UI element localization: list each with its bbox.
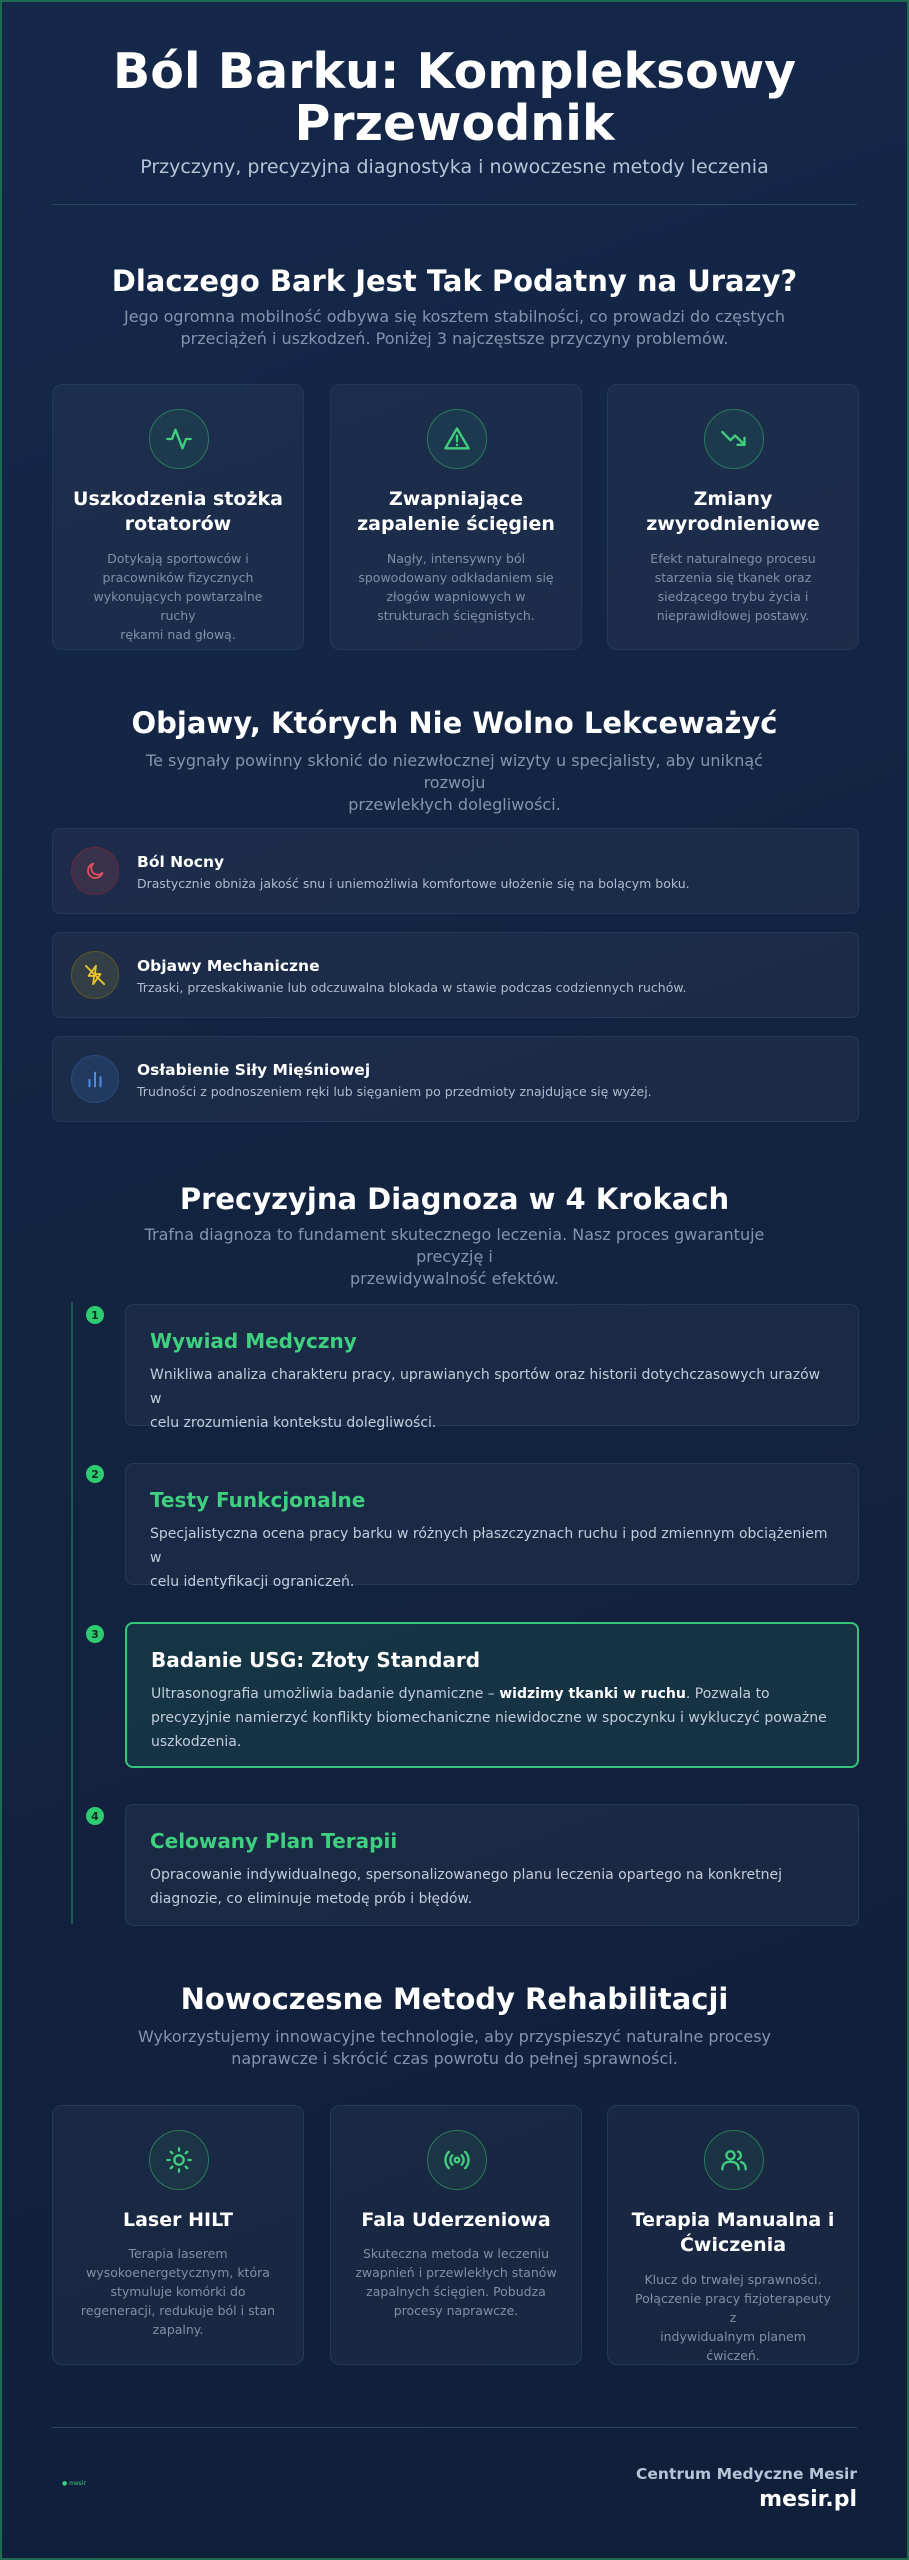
rehab-title: Nowoczesne Metody Rehabilitacji — [180, 1982, 729, 2016]
step-desc: Specjalistyczna ocena pracy barku w różnych płaszczyznach ruchu i pod zmiennym obciążeniem w celu identyfikacji ograniczeń. — [150, 1526, 828, 1590]
rehab-card-shockwave — [330, 2105, 582, 2365]
step-number: 4 — [86, 1807, 104, 1825]
rehab-card-laser-hilt — [52, 2105, 304, 2365]
zap-off-icon — [71, 951, 119, 999]
symptom-title: Ból Nocny — [137, 853, 225, 871]
symptoms-title: Objawy, Których Nie Wolno Lekceważyć — [131, 706, 778, 740]
cause-card-calcific-tendinitis — [330, 384, 582, 650]
footer-clinic-name: Centrum Medyczne Mesir — [636, 2465, 857, 2483]
radio-waves-icon — [427, 2130, 487, 2190]
cause-card-rotator-cuff — [52, 384, 304, 650]
step-title: Wywiad Medyczny — [150, 1329, 357, 1353]
cause-card-title: Zwapniające zapalenie ścięgien — [357, 488, 555, 535]
cause-card-desc: Nagły, intensywny ból spowodowany odkładaniem się złogów wapniowych w strukturach ścięgnistych. — [358, 551, 554, 623]
step-card-usg-exam — [125, 1622, 859, 1768]
causes-title: Dlaczego Bark Jest Tak Podatny na Urazy? — [111, 264, 798, 298]
warning-triangle-icon — [427, 409, 487, 469]
step-title: Celowany Plan Terapii — [150, 1829, 398, 1853]
users-icon — [704, 2130, 764, 2190]
rehab-card-title: Fala Uderzeniowa — [361, 2209, 551, 2231]
symptom-muscle-weakness — [52, 1036, 859, 1122]
timeline-line — [71, 1302, 73, 1924]
footer-logo: ● mesir — [62, 2480, 86, 2487]
rehab-card-desc: Klucz do trwałej sprawności. Połączenie pracy fizjoterapeuty z indywidualnym planem ćwiczeń. — [635, 2272, 831, 2363]
symptom-mechanical — [52, 932, 859, 1018]
footer-divider — [52, 2427, 857, 2428]
symptom-title: Objawy Mechaniczne — [137, 957, 320, 975]
symptom-title: Osłabienie Siły Mięśniowej — [137, 1061, 371, 1079]
moon-icon — [71, 847, 119, 895]
page-subtitle: Przyczyny, precyzyjna diagnostyka i nowoczesne metody leczenia — [140, 156, 769, 178]
step-card-therapy-plan — [125, 1804, 859, 1926]
rehab-card-title: Terapia Manualna i Ćwiczenia — [631, 2209, 835, 2256]
rehab-card-desc: Terapia laserem wysokoenergetycznym, która stymuluje komórki do regeneracji, redukuje ból i stan zapalny. — [80, 2246, 276, 2337]
cause-card-title: Zmiany zwyrodnieniowe — [646, 488, 820, 535]
symptom-desc: Trzaski, przeskakiwanie lub odczuwalna blokada w stawie podczas codziennych ruchów. — [137, 980, 687, 995]
step-number: 2 — [86, 1465, 104, 1483]
step-title: Testy Funkcjonalne — [150, 1488, 366, 1512]
cause-card-degenerative-changes — [607, 384, 859, 650]
rehab-card-desc: Skuteczna metoda w leczeniu zwapnień i przewlekłych stanów zapalnych ścięgien. Pobudza procesy naprawcze. — [355, 2246, 557, 2318]
footer-website-link[interactable]: mesir.pl — [759, 2487, 857, 2512]
page-title: Ból Barku: Kompleksowy Przewodnik — [112, 43, 797, 152]
diagnosis-subtitle: Trafna diagnoza to fundament skutecznego leczenia. Nasz proces gwarantuje precyzję i przewidywalność efektów. — [144, 1225, 765, 1288]
symptoms-subtitle: Te sygnały powinny skłonić do niezwłocznej wizyty u specjalisty, aby uniknąć rozwoju przewlekłych dolegliwości. — [146, 751, 763, 814]
step-desc: Ultrasonografia umożliwia badanie dynamiczne – widzimy tkanki w ruchu. Pozwala to precyzyjnie namierzyć konflikty biomechaniczne niewidoczne w spoczynku i wykluczyć poważne uszkodzenia. — [151, 1686, 827, 1750]
step-number: 1 — [86, 1306, 104, 1324]
rehab-subtitle: Wykorzystujemy innowacyjne technologie, aby przyspieszyć naturalne procesy naprawcze i skrócić czas powrotu do pełnej sprawności. — [138, 2027, 771, 2068]
cause-card-desc: Dotykają sportowców i pracowników fizycznych wykonujących powtarzalne ruchy rękami nad głową. — [93, 551, 263, 642]
causes-subtitle: Jego ogromna mobilność odbywa się kosztem stabilności, co prowadzi do częstych przeciążeń i uszkodzeń. Poniżej 3 najczęstsze przyczyny problemów. — [123, 307, 786, 348]
trending-down-icon — [704, 409, 764, 469]
step-desc: Wnikliwa analiza charakteru pracy, uprawianych sportów oraz historii dotychczasowych urazów w celu zrozumienia kontekstu dolegliwości. — [150, 1367, 821, 1431]
rehab-card-manual-therapy — [607, 2105, 859, 2365]
step-number: 3 — [86, 1625, 104, 1643]
rehab-card-title: Laser HILT — [122, 2209, 233, 2231]
activity-icon — [149, 409, 209, 469]
symptom-desc: Drastycznie obniża jakość snu i uniemożliwia komfortowe ułożenie się na bolącym boku. — [137, 876, 690, 891]
cause-card-title: Uszkodzenia stożka rotatorów — [73, 488, 283, 535]
sun-icon — [149, 2130, 209, 2190]
cause-card-desc: Efekt naturalnego procesu starzenia się tkanek oraz siedzącego trybu życia i nieprawidłowej postawy. — [650, 551, 816, 623]
step-title: Badanie USG: Złoty Standard — [151, 1648, 481, 1672]
bar-chart-icon — [71, 1055, 119, 1103]
divider — [52, 204, 857, 205]
step-card-medical-interview — [125, 1304, 859, 1431]
step-desc: Opracowanie indywidualnego, spersonalizowanego planu leczenia opartego na konkretnej diagnozie, co eliminuje metodę prób i błędów. — [150, 1867, 782, 1907]
symptom-night-pain — [52, 828, 859, 914]
step-card-functional-tests — [125, 1463, 859, 1590]
symptom-desc: Trudności z podnoszeniem ręki lub sięganiem po przedmioty znajdujące się wyżej. — [137, 1084, 652, 1099]
diagnosis-title: Precyzyjna Diagnoza w 4 Krokach — [179, 1182, 730, 1216]
